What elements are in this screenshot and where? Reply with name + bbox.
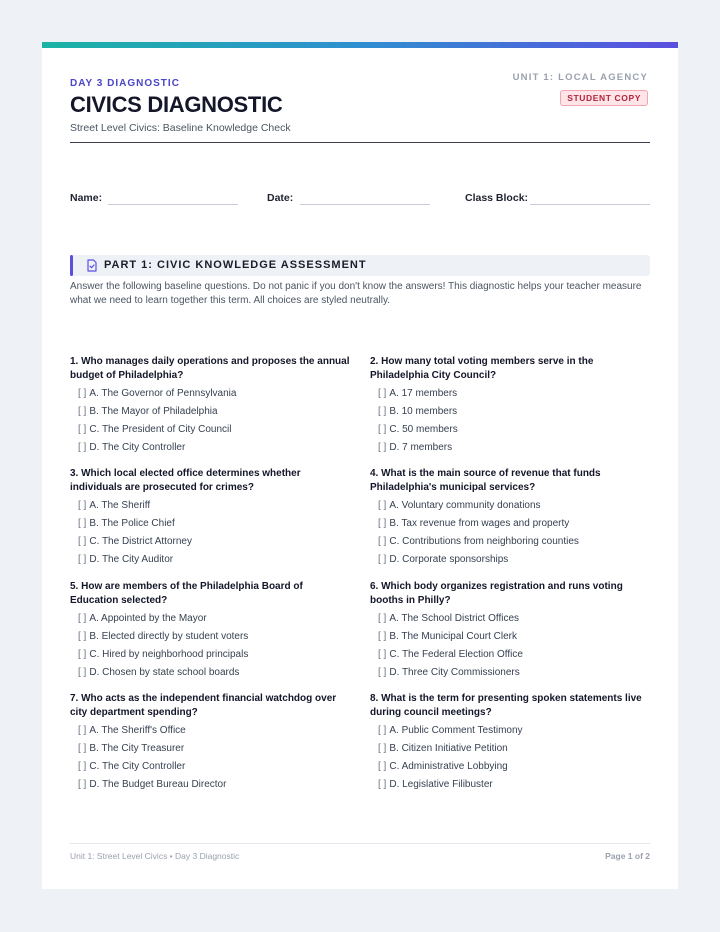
answer-option[interactable] xyxy=(378,553,650,567)
answer-option[interactable] xyxy=(378,441,650,455)
answer-option[interactable] xyxy=(378,760,650,774)
question-1 xyxy=(70,355,350,459)
page-title: CIVICS DIAGNOSTIC xyxy=(70,92,283,117)
answer-option-label: C. The President of City Council xyxy=(89,424,232,435)
answer-option[interactable] xyxy=(78,778,350,792)
answer-option-label: D. The City Auditor xyxy=(89,554,174,565)
answer-option-label: C. 50 members xyxy=(389,424,458,435)
checkbox-icon[interactable]: [ ] xyxy=(378,536,387,547)
checkbox-icon[interactable]: [ ] xyxy=(378,518,387,529)
answer-option-label: D. 7 members xyxy=(389,442,453,453)
checkbox-icon[interactable]: [ ] xyxy=(378,424,387,435)
question-stem: 3. Which local elected office determines whether individuals are prosecuted for crimes? xyxy=(70,468,301,493)
answer-option-label: D. Chosen by state school boards xyxy=(89,667,240,678)
section-accent xyxy=(70,255,73,276)
question-stem: 5. How are members of the Philadelphia Board of Education selected? xyxy=(70,581,303,606)
checkbox-icon[interactable]: [ ] xyxy=(378,761,387,772)
question-8 xyxy=(370,692,650,796)
name-field[interactable] xyxy=(108,204,238,205)
checkbox-icon[interactable]: [ ] xyxy=(78,500,87,511)
answer-option-label: D. The Budget Bureau Director xyxy=(89,779,227,790)
checkbox-icon[interactable]: [ ] xyxy=(78,631,87,642)
answer-option-label: B. Elected directly by student voters xyxy=(89,631,249,642)
answer-option[interactable] xyxy=(78,742,350,756)
class-block-label: Class Block: xyxy=(465,192,529,204)
answer-option[interactable] xyxy=(378,612,650,626)
answer-option[interactable] xyxy=(78,666,350,680)
answer-option-label: B. The City Treasurer xyxy=(89,743,185,754)
checkbox-icon[interactable]: [ ] xyxy=(378,613,387,624)
checkbox-icon[interactable]: [ ] xyxy=(378,667,387,678)
answer-option[interactable] xyxy=(78,499,350,513)
answer-option[interactable] xyxy=(78,441,350,455)
kicker-label: DAY 3 DIAGNOSTIC xyxy=(70,78,180,89)
worksheet-page xyxy=(42,42,678,889)
checkbox-icon[interactable]: [ ] xyxy=(378,779,387,790)
checkbox-icon[interactable]: [ ] xyxy=(378,406,387,417)
date-label: Date: xyxy=(267,192,294,204)
checkbox-icon[interactable]: [ ] xyxy=(78,442,87,453)
name-label: Name: xyxy=(70,192,103,204)
answer-option[interactable] xyxy=(78,423,350,437)
answer-option-label: B. Citizen Initiative Petition xyxy=(389,743,508,754)
checkbox-icon[interactable]: [ ] xyxy=(78,518,87,529)
question-5 xyxy=(70,580,350,684)
answer-option-label: A. Appointed by the Mayor xyxy=(89,613,207,624)
checkbox-icon[interactable]: [ ] xyxy=(78,388,87,399)
answer-option-label: B. 10 members xyxy=(389,406,458,417)
answer-option[interactable] xyxy=(78,648,350,662)
answer-option[interactable] xyxy=(78,387,350,401)
checkbox-icon[interactable]: [ ] xyxy=(378,500,387,511)
answer-option-label: A. The Governor of Pennsylvania xyxy=(89,388,237,399)
question-stem: 2. How many total voting members serve in the Philadelphia City Council? xyxy=(370,356,594,381)
checkbox-icon[interactable]: [ ] xyxy=(378,442,387,453)
answer-option[interactable] xyxy=(78,760,350,774)
checkbox-icon[interactable]: [ ] xyxy=(78,406,87,417)
document-check-icon xyxy=(86,259,98,272)
unit-label: UNIT 1: LOCAL AGENCY xyxy=(512,72,648,83)
answer-option-label: C. The City Controller xyxy=(89,761,186,772)
checkbox-icon[interactable]: [ ] xyxy=(378,725,387,736)
answer-option-label: A. The Sheriff xyxy=(89,500,151,511)
checkbox-icon[interactable]: [ ] xyxy=(378,649,387,660)
footer-divider xyxy=(70,843,650,844)
checkbox-icon[interactable]: [ ] xyxy=(78,649,87,660)
answer-option-label: A. The Sheriff's Office xyxy=(89,725,186,736)
answer-option-label: D. The City Controller xyxy=(89,442,186,453)
checkbox-icon[interactable]: [ ] xyxy=(78,536,87,547)
answer-option[interactable] xyxy=(78,612,350,626)
section-intro: Answer the following baseline questions. Do not panic if you don't know the answers! This diagnostic helps your teacher measure what we need to learn together this term. All choices are styled neutrally. xyxy=(70,281,642,306)
checkbox-icon[interactable]: [ ] xyxy=(378,388,387,399)
checkbox-icon[interactable]: [ ] xyxy=(78,613,87,624)
checkbox-icon[interactable]: [ ] xyxy=(78,725,87,736)
question-2 xyxy=(370,355,650,459)
question-stem: 1. Who manages daily operations and proposes the annual budget of Philadelphia? xyxy=(70,356,350,381)
page-number: Page 1 of 2 xyxy=(605,851,650,861)
answer-option-label: C. Administrative Lobbying xyxy=(389,761,508,772)
answer-option[interactable] xyxy=(378,778,650,792)
answer-option-label: B. Tax revenue from wages and property xyxy=(389,518,570,529)
answer-option[interactable] xyxy=(78,553,350,567)
answer-option[interactable] xyxy=(378,499,650,513)
student-copy-badge: STUDENT COPY xyxy=(560,90,648,106)
question-stem: 8. What is the term for presenting spoken statements live during council meetings? xyxy=(370,693,642,718)
answer-option-label: C. Contributions from neighboring counties xyxy=(389,536,579,547)
answer-option[interactable] xyxy=(78,535,350,549)
answer-option[interactable] xyxy=(378,423,650,437)
question-stem: 6. Which body organizes registration and runs voting booths in Philly? xyxy=(370,581,623,606)
question-4 xyxy=(370,467,650,571)
answer-option-label: B. The Municipal Court Clerk xyxy=(389,631,517,642)
answer-option-label: B. The Police Chief xyxy=(89,518,175,529)
answer-option[interactable] xyxy=(378,630,650,644)
answer-option-label: D. Corporate sponsorships xyxy=(389,554,509,565)
answer-option-label: A. 17 members xyxy=(389,388,458,399)
page-subtitle: Street Level Civics: Baseline Knowledge Check xyxy=(70,122,291,134)
answer-option[interactable] xyxy=(78,517,350,531)
answer-option[interactable] xyxy=(78,405,350,419)
gradient-top-bar xyxy=(42,42,678,48)
footer-course-label: Unit 1: Street Level Civics • Day 3 Diagnostic xyxy=(70,851,240,861)
answer-option[interactable] xyxy=(378,387,650,401)
answer-option-label: C. The Federal Election Office xyxy=(389,649,523,660)
question-6 xyxy=(370,580,650,684)
checkbox-icon[interactable]: [ ] xyxy=(78,743,87,754)
checkbox-icon[interactable]: [ ] xyxy=(378,743,387,754)
answer-option[interactable] xyxy=(378,535,650,549)
answer-option-label: B. The Mayor of Philadelphia xyxy=(89,406,218,417)
section-header xyxy=(70,255,650,276)
answer-option[interactable] xyxy=(378,724,650,738)
checkbox-icon[interactable]: [ ] xyxy=(78,554,87,565)
question-stem: 7. Who acts as the independent financial watchdog over city department spending? xyxy=(70,693,337,718)
checkbox-icon[interactable]: [ ] xyxy=(378,554,387,565)
answer-option-label: D. Three City Commissioners xyxy=(389,667,520,678)
answer-option[interactable] xyxy=(378,405,650,419)
date-field[interactable] xyxy=(300,204,430,205)
checkbox-icon[interactable]: [ ] xyxy=(378,631,387,642)
answer-option[interactable] xyxy=(78,630,350,644)
section-title: PART 1: CIVIC KNOWLEDGE ASSESSMENT xyxy=(104,259,367,271)
checkbox-icon[interactable]: [ ] xyxy=(78,779,87,790)
question-stem: 4. What is the main source of revenue that funds Philadelphia's municipal services? xyxy=(370,468,601,493)
answer-option[interactable] xyxy=(378,648,650,662)
answer-option-label: A. Voluntary community donations xyxy=(389,500,541,511)
answer-option[interactable] xyxy=(78,724,350,738)
checkbox-icon[interactable]: [ ] xyxy=(78,424,87,435)
answer-option[interactable] xyxy=(378,517,650,531)
answer-option-label: C. Hired by neighborhood principals xyxy=(89,649,249,660)
header-divider xyxy=(70,142,650,143)
answer-option-label: A. Public Comment Testimony xyxy=(389,725,523,736)
answer-option-label: D. Legislative Filibuster xyxy=(389,779,493,790)
answer-option-label: A. The School District Offices xyxy=(389,613,520,624)
class-block-field[interactable] xyxy=(530,204,650,205)
answer-option-label: C. The District Attorney xyxy=(89,536,192,547)
question-7 xyxy=(70,692,350,796)
checkbox-icon[interactable]: [ ] xyxy=(78,761,87,772)
question-3 xyxy=(70,467,350,571)
answer-option[interactable] xyxy=(378,742,650,756)
answer-option[interactable] xyxy=(378,666,650,680)
checkbox-icon[interactable]: [ ] xyxy=(78,667,87,678)
